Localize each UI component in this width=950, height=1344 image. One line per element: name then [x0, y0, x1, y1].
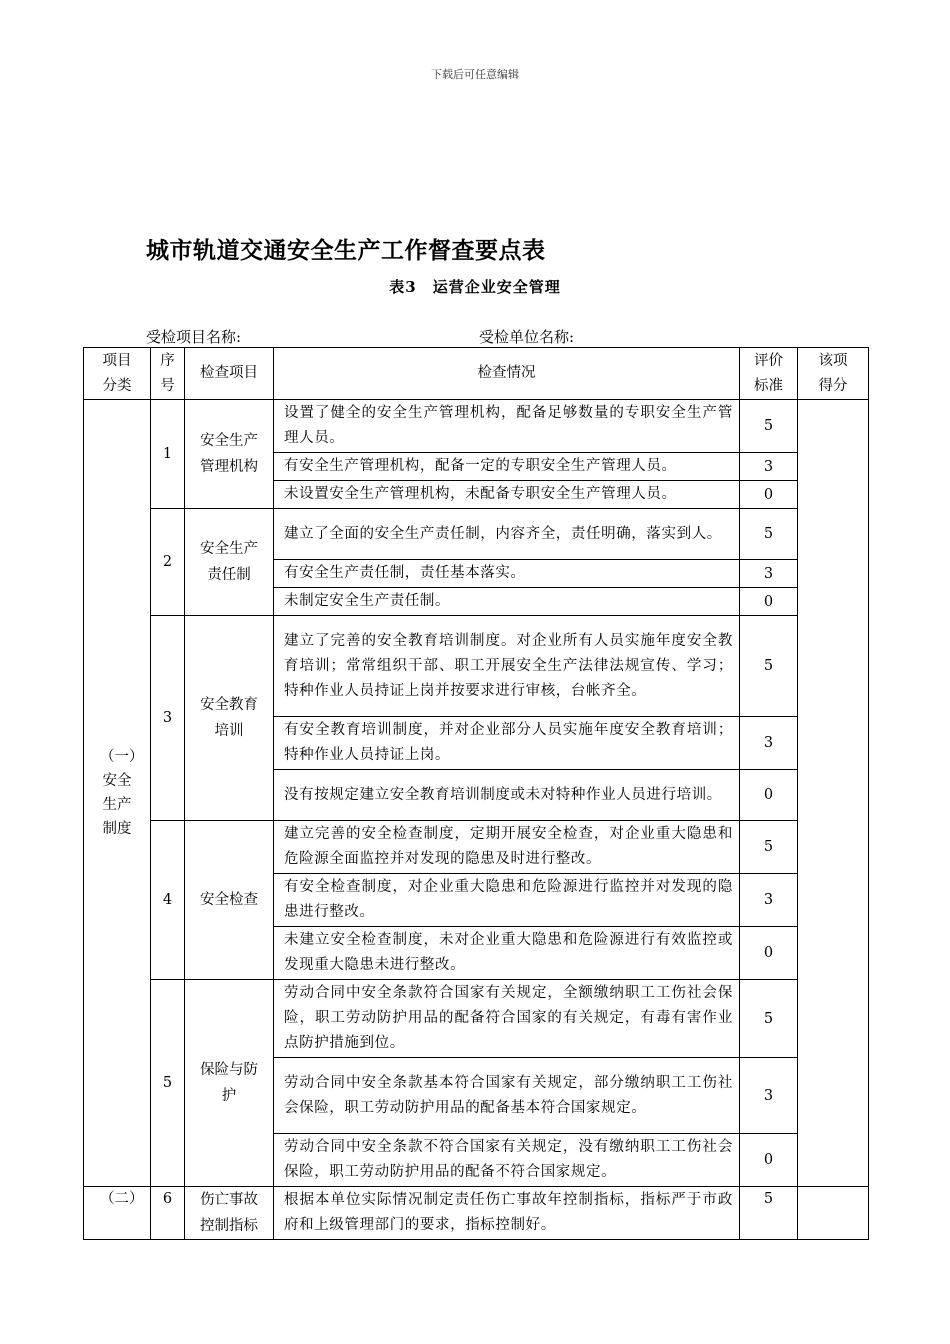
- evaluation-standard: 0: [740, 770, 798, 821]
- table-row: [84, 821, 869, 874]
- check-item: 伤亡事故控制指标: [185, 1187, 274, 1240]
- check-situation: 建立了全面的安全生产责任制，内容齐全，责任明确，落实到人。: [274, 509, 740, 560]
- check-situation: 有安全生产责任制，责任基本落实。: [274, 560, 740, 588]
- check-situation: 未建立安全检查制度，未对企业重大隐患和危险源进行有效监控或发现重大隐患未进行整改。: [274, 927, 740, 980]
- inspected-project-label: 受检项目名称:: [146, 328, 242, 346]
- evaluation-standard: 0: [740, 1134, 798, 1187]
- row-number: 5: [151, 980, 185, 1187]
- header-score: 该项得分: [798, 348, 869, 400]
- header-category: 项目分类: [84, 348, 151, 400]
- inspected-unit-label: 受检单位名称:: [479, 328, 575, 346]
- check-situation: 建立完善的安全检查制度，定期开展安全检查，对企业重大隐患和危险源全面监控并对发现的隐患及时进行整改。: [274, 821, 740, 874]
- table-row: [84, 509, 869, 560]
- row-number: 1: [151, 400, 185, 509]
- evaluation-standard: 3: [740, 453, 798, 481]
- evaluation-standard: 0: [740, 588, 798, 616]
- check-situation: 劳动合同中安全条款基本符合国家有关规定，部分缴纳职工工伤社会保险，职工劳动防护用品的配备基本符合国家规定。: [274, 1058, 740, 1134]
- header-row: [84, 348, 869, 400]
- check-situation: 根据本单位实际情况制定责任伤亡事故年控制指标，指标严于市政府和上级管理部门的要求，指标控制好。: [274, 1187, 740, 1240]
- evaluation-standard: 5: [740, 616, 798, 717]
- table-row: [84, 400, 869, 453]
- inspection-table: [83, 347, 869, 1240]
- evaluation-standard: 0: [740, 481, 798, 509]
- check-situation: 有安全检查制度，对企业重大隐患和危险源进行监控并对发现的隐患进行整改。: [274, 874, 740, 927]
- evaluation-standard: 5: [740, 821, 798, 874]
- header-number: 序号: [151, 348, 185, 400]
- check-situation: 未设置安全生产管理机构，未配备专职安全生产管理人员。: [274, 481, 740, 509]
- header-standard: 评价标准: [740, 348, 798, 400]
- score-cell[interactable]: [798, 1187, 869, 1240]
- check-situation: 劳动合同中安全条款符合国家有关规定，全额缴纳职工工伤社会保险，职工劳动防护用品的配备符合国家的有关规定，有毒有害作业点防护措施到位。: [274, 980, 740, 1058]
- category-cell: （一）安全生产制度: [84, 400, 151, 1187]
- table-subtitle: 表3 运营企业安全管理: [389, 278, 561, 296]
- evaluation-standard: 5: [740, 1187, 798, 1240]
- check-situation: 劳动合同中安全条款不符合国家有关规定，没有缴纳职工工伤社会保险，职工劳动防护用品的配备不符合国家规定。: [274, 1134, 740, 1187]
- table-row: [84, 1187, 869, 1240]
- check-item: 安全生产责任制: [185, 509, 274, 616]
- check-situation: 建立了完善的安全教育培训制度。对企业所有人员实施年度安全教育培训；常常组织干部、职工开展安全生产法律法规宣传、学习；特种作业人员持证上岗并按要求进行审核，台帐齐全。: [274, 616, 740, 717]
- evaluation-standard: 5: [740, 400, 798, 453]
- check-situation: 没有按规定建立安全教育培训制度或未对特种作业人员进行培训。: [274, 770, 740, 821]
- evaluation-standard: 5: [740, 509, 798, 560]
- check-situation: 有安全生产管理机构，配备一定的专职安全生产管理人员。: [274, 453, 740, 481]
- check-item: 安全教育培训: [185, 616, 274, 821]
- evaluation-standard: 5: [740, 980, 798, 1058]
- evaluation-standard: 3: [740, 1058, 798, 1134]
- check-situation: 设置了健全的安全生产管理机构，配备足够数量的专职安全生产管理人员。: [274, 400, 740, 453]
- check-item: 保险与防护: [185, 980, 274, 1187]
- check-item: 安全生产管理机构: [185, 400, 274, 509]
- header-item: 检查项目: [185, 348, 274, 400]
- table-row: [84, 980, 869, 1058]
- header-note: 下载后可任意编辑: [431, 68, 519, 81]
- row-number: 6: [151, 1187, 185, 1240]
- evaluation-standard: 3: [740, 560, 798, 588]
- row-number: 3: [151, 616, 185, 821]
- check-item: 安全检查: [185, 821, 274, 980]
- header-situation: 检查情况: [274, 348, 740, 400]
- row-number: 2: [151, 509, 185, 616]
- evaluation-standard: 3: [740, 717, 798, 770]
- table-row: [84, 616, 869, 717]
- evaluation-standard: 3: [740, 874, 798, 927]
- category-cell: （二）: [84, 1187, 151, 1240]
- page-title: 城市轨道交通安全生产工作督查要点表: [146, 238, 546, 264]
- check-situation: 有安全教育培训制度，并对企业部分人员实施年度安全教育培训；特种作业人员持证上岗。: [274, 717, 740, 770]
- evaluation-standard: 0: [740, 927, 798, 980]
- score-cell[interactable]: [798, 400, 869, 1187]
- check-situation: 未制定安全生产责任制。: [274, 588, 740, 616]
- row-number: 4: [151, 821, 185, 980]
